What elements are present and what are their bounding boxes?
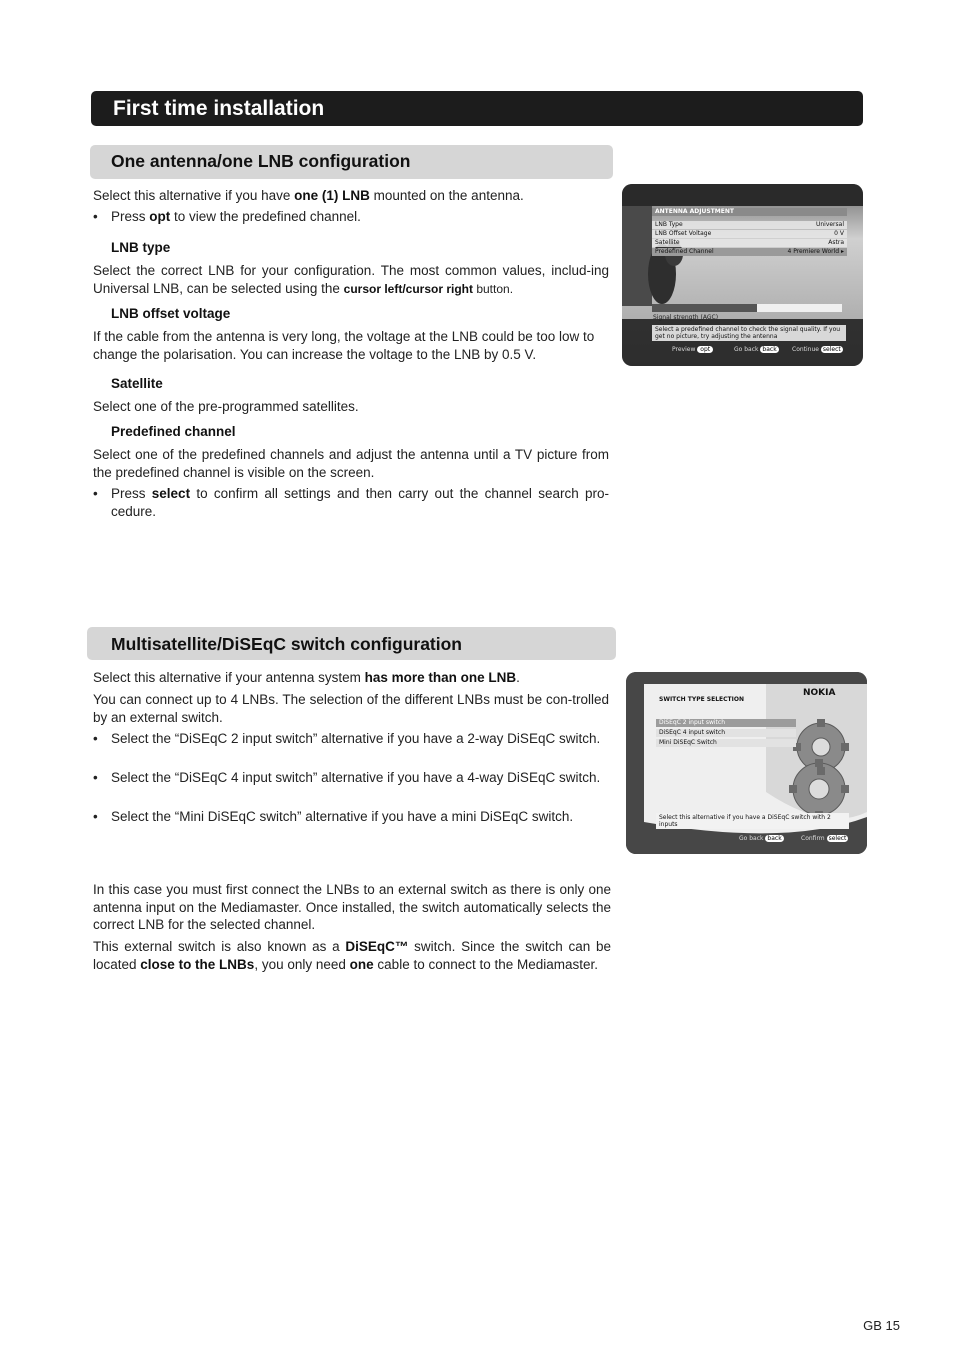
text-predefined-channel: Select one of the predefined channels and adjust the antenna until a TV picture from the predefined channel is visible on the screen. bbox=[93, 447, 609, 480]
osd-help-text: Select this alternative if you have a DiSEqC switch with 2 inputs bbox=[656, 813, 849, 829]
section-title: Multisatellite/DiSEqC switch configuration bbox=[111, 634, 462, 654]
preview-button[interactable]: Preview opt bbox=[672, 346, 713, 353]
text-satellite: Select one of the pre-programmed satellites. bbox=[93, 399, 359, 414]
switch-type-screenshot bbox=[626, 672, 867, 854]
signal-strength-bar bbox=[652, 304, 842, 312]
osd-help-text: Select a predefined channel to check the signal quality. If you get no picture, try adjusting the antenna bbox=[652, 325, 846, 341]
page-number: GB 15 bbox=[863, 1318, 900, 1333]
section2-para3: In this case you must first connect the LNBs to an external switch as there is only one antenna input on the Mediamaster. Once installed, the switch automatically selects the correct LNB for the selected channel. bbox=[93, 882, 611, 932]
bullet-diseqc-4: • Select the “DiSEqC 4 input switch” alternative if you have a 4-way DiSEqC switch. bbox=[93, 769, 609, 787]
osd-title: SWITCH TYPE SELECTION bbox=[659, 696, 744, 703]
bullet-mini-diseqc: • Select the “Mini DiSEqC switch” alternative if you have a mini DiSEqC switch. bbox=[93, 808, 621, 826]
page-title: First time installation bbox=[113, 97, 325, 120]
heading-predefined-channel: Predefined channel bbox=[111, 424, 236, 439]
section-heading-multisatellite bbox=[87, 627, 616, 660]
text-lnb-type: Select the correct LNB for your configuration. The most common values, includ-ing Universal LNB, can be selected using the cursor left/cursor right button. bbox=[93, 263, 609, 296]
confirm-button[interactable]: Confirm select bbox=[801, 835, 847, 842]
antenna-adjustment-screenshot bbox=[622, 184, 863, 366]
osd-row-predefined-channel[interactable]: Predefined Channel 4 Premiere World ▸ bbox=[652, 248, 847, 256]
bullet-press-select: • Press select to confirm all settings and then carry out the channel search pro-cedure. bbox=[93, 485, 609, 520]
continue-button[interactable]: Continue select bbox=[792, 346, 841, 353]
osd-title: ANTENNA ADJUSTMENT bbox=[652, 208, 847, 216]
section1-intro: Select this alternative if you have one (1) LNB mounted on the antenna. bbox=[93, 188, 524, 203]
text-lnb-offset: If the cable from the antenna is very long, the voltage at the LNB could be too low to change the polarisation. You can increase the voltage to the LNB by 0.5 V. bbox=[93, 329, 595, 362]
page-title-bar bbox=[91, 91, 863, 126]
go-back-button[interactable]: Go back back bbox=[739, 835, 782, 842]
section-title: One antenna/one LNB configuration bbox=[111, 151, 411, 171]
section2-intro: Select this alternative if your antenna system has more than one LNB. bbox=[93, 670, 520, 685]
osd-settings-list bbox=[652, 221, 847, 256]
section2-para4: This external switch is also known as a DiSEqC™ switch. Since the switch can be located close to the LNBs, you only need one cable to connect to the Mediamaster. bbox=[93, 939, 611, 972]
heading-lnb-offset: LNB offset voltage bbox=[111, 306, 231, 321]
section2-para2: You can connect up to 4 LNBs. The selection of the different LNBs must be con-trolled by an external switch. bbox=[93, 692, 609, 725]
bullet-diseqc-2: • Select the “DiSEqC 2 input switch” alternative if you have a 2-way DiSEqC switch. bbox=[93, 730, 609, 748]
option-diseqc-2[interactable]: DiSEqC 2 input switch bbox=[656, 719, 796, 727]
bullet-press-opt: • Press opt to view the predefined channel. bbox=[93, 208, 611, 226]
osd-row-satellite[interactable]: Satellite Astra bbox=[652, 239, 847, 247]
heading-lnb-type: LNB type bbox=[111, 240, 171, 255]
heading-satellite: Satellite bbox=[111, 376, 163, 391]
nokia-logo: NOKIA bbox=[803, 688, 836, 698]
signal-strength-fill bbox=[652, 304, 757, 312]
section-heading-one-antenna bbox=[90, 145, 613, 179]
switch-options-list bbox=[656, 719, 796, 747]
osd-row-lnb-offset[interactable]: LNB Offset Voltage 0 V bbox=[652, 230, 847, 238]
option-diseqc-4[interactable]: DiSEqC 4 input switch bbox=[656, 729, 796, 737]
option-mini-diseqc[interactable]: Mini DiSEqC Switch bbox=[656, 739, 796, 747]
osd-row-lnb-type[interactable]: LNB Type Universal bbox=[652, 221, 847, 229]
go-back-button[interactable]: Go back back bbox=[734, 346, 777, 353]
signal-strength-label: Signal strength (AGC) bbox=[653, 314, 719, 321]
